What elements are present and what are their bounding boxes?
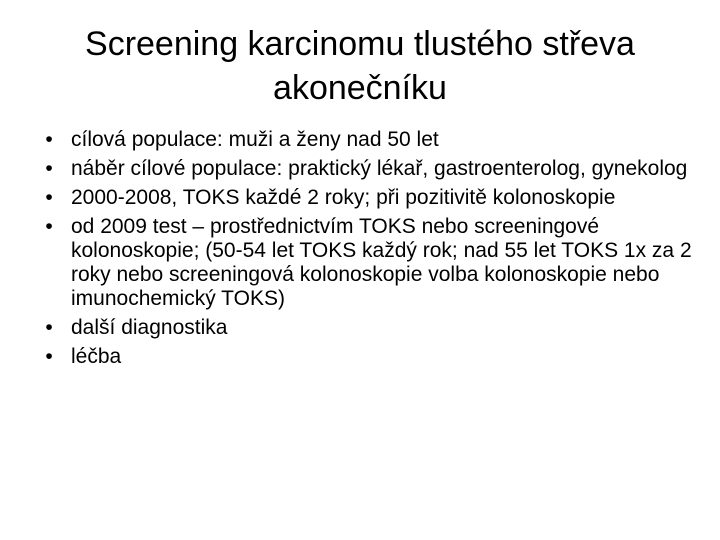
slide-title: Screening karcinomu tlustého střeva akonečníku xyxy=(85,25,635,107)
bullet-icon: • xyxy=(45,345,53,368)
bullet-icon: • xyxy=(45,316,53,339)
bullet-icon: • xyxy=(45,186,53,209)
bullet-text: léčba xyxy=(71,345,122,368)
bullet-item xyxy=(36,157,706,181)
bullet-text: od 2009 test – prostřednictvím TOKS nebo screeningové kolonoskopie; (50-54 let TOKS každý rok; nad 55 let TOKS 1x za 2 roky nebo screeningová kolonoskopie volba kolonoskopie nebo imunochemický TOKS) xyxy=(71,215,692,310)
bullet-item xyxy=(36,128,706,152)
bullet-icon: • xyxy=(45,128,53,151)
bullet-item xyxy=(36,186,706,210)
bullet-icon: • xyxy=(45,157,53,180)
bullet-text: další diagnostika xyxy=(71,316,228,339)
bullet-item xyxy=(36,215,706,311)
bullet-list xyxy=(36,128,706,374)
bullet-text: náběr cílové populace: praktický lékař, gastroenterolog, gynekolog xyxy=(71,157,688,180)
bullet-item xyxy=(36,345,706,369)
bullet-text: 2000-2008, TOKS každé 2 roky; při pozitivitě kolonoskopie xyxy=(71,186,616,209)
bullet-item xyxy=(36,316,706,340)
bullet-text: cílová populace: muži a ženy nad 50 let xyxy=(71,128,439,151)
bullet-icon: • xyxy=(45,215,53,238)
